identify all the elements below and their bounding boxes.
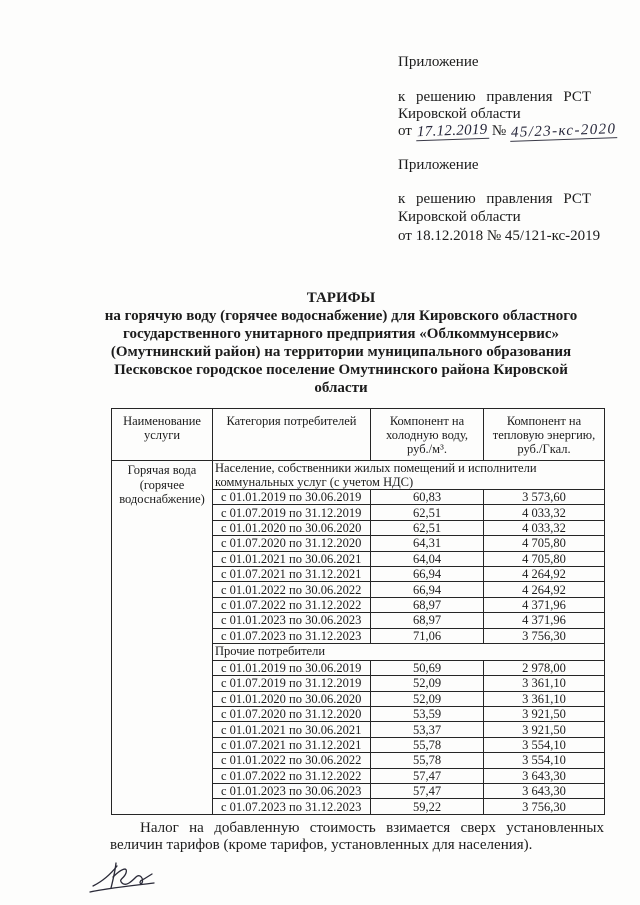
heat-energy-cell: 3 361,10 — [484, 691, 605, 706]
footnote-line: Налог на добавленную стоимость взимается сверх установленных — [140, 819, 604, 836]
cold-water-cell: 50,69 — [371, 660, 484, 675]
decision-number-sign: № — [491, 123, 507, 139]
category-row — [112, 461, 605, 490]
cold-water-cell: 53,37 — [371, 722, 484, 737]
period-cell: с 01.01.2023 по 30.06.2023 — [213, 613, 371, 628]
heat-energy-cell: 4 371,96 — [484, 613, 605, 628]
signature — [88, 858, 164, 894]
service-name-cell: Горячая вода (горячее водоснабжение) — [112, 461, 213, 815]
period-cell: с 01.01.2020 по 30.06.2020 — [213, 520, 371, 535]
cold-water-cell: 62,51 — [371, 505, 484, 520]
header-cold-water: Компонент на холодную воду, руб./м³. — [371, 409, 484, 461]
period-cell: с 01.07.2023 по 31.12.2023 — [213, 628, 371, 643]
cold-water-cell: 68,97 — [371, 613, 484, 628]
period-cell: с 01.07.2022 по 31.12.2022 — [213, 768, 371, 783]
cold-water-cell: 55,78 — [371, 737, 484, 752]
heat-energy-cell: 3 921,50 — [484, 722, 605, 737]
signature-stroke — [113, 869, 152, 884]
appendix-current-line1: к решению правления РСТ — [398, 89, 592, 105]
heat-energy-cell: 3 554,10 — [484, 737, 605, 752]
period-cell: с 01.01.2021 по 30.06.2021 — [213, 722, 371, 737]
vat-footnote — [110, 820, 604, 854]
heat-energy-cell: 4 033,32 — [484, 520, 605, 535]
cold-water-cell: 64,31 — [371, 536, 484, 551]
appendix-previous-line2: Кировской области — [398, 209, 521, 225]
cold-water-cell: 57,47 — [371, 784, 484, 799]
cold-water-cell: 59,22 — [371, 799, 484, 814]
cold-water-cell: 62,51 — [371, 520, 484, 535]
period-cell: с 01.07.2021 по 31.12.2021 — [213, 566, 371, 581]
heat-energy-cell: 4 371,96 — [484, 597, 605, 612]
header-heat-energy: Компонент на тепловую энергию, руб./Гкал. — [484, 409, 605, 461]
category-cell: Прочие потребители — [213, 643, 605, 660]
period-cell: с 01.01.2022 по 30.06.2022 — [213, 582, 371, 597]
cold-water-cell: 66,94 — [371, 582, 484, 597]
cold-water-cell: 52,09 — [371, 676, 484, 691]
appendix-previous-label: Приложение — [398, 157, 479, 173]
decision-prefix: от — [398, 123, 412, 139]
header-category: Категория потребителей — [213, 409, 371, 461]
appendix-current-line2: Кировской области — [398, 106, 521, 122]
document-title: ТАРИФЫ — [306, 290, 376, 306]
table-body — [112, 461, 605, 815]
heat-energy-cell: 4 264,92 — [484, 582, 605, 597]
cold-water-cell: 64,04 — [371, 551, 484, 566]
subtitle-line: государственного унитарного предприятия «Облкоммунсервис» — [123, 326, 559, 342]
period-cell: с 01.07.2019 по 31.12.2019 — [213, 676, 371, 691]
heat-energy-cell: 3 643,30 — [484, 768, 605, 783]
cold-water-cell: 66,94 — [371, 566, 484, 581]
heat-energy-cell: 3 554,10 — [484, 753, 605, 768]
subtitle-line: Песковское городское поселение Омутнинского района Кировской — [114, 362, 568, 378]
category-cell: Население, собственники жилых помещений и исполнители коммунальных услуг (с учетом НДС) — [213, 461, 605, 490]
table-header — [112, 409, 605, 461]
heat-energy-cell: 4 705,80 — [484, 551, 605, 566]
heat-energy-cell: 4 705,80 — [484, 536, 605, 551]
heat-energy-cell: 3 921,50 — [484, 707, 605, 722]
heat-energy-cell: 2 978,00 — [484, 660, 605, 675]
period-cell: с 01.07.2023 по 31.12.2023 — [213, 799, 371, 814]
period-cell: с 01.07.2019 по 31.12.2019 — [213, 505, 371, 520]
cold-water-cell: 60,83 — [371, 490, 484, 505]
subtitle-line: (Омутнинский район) на территории муниципального образования — [110, 344, 572, 360]
period-cell: с 01.01.2023 по 30.06.2023 — [213, 784, 371, 799]
subtitle-line: области — [314, 380, 368, 396]
period-cell: с 01.01.2021 по 30.06.2021 — [213, 551, 371, 566]
period-cell: с 01.07.2020 по 31.12.2020 — [213, 536, 371, 551]
appendix-current-label: Приложение — [398, 54, 479, 70]
subtitle-line: на горячую воду (горячее водоснабжение) для Кировского областного — [104, 308, 578, 324]
header-service: Наименование услуги — [112, 409, 213, 461]
heat-energy-cell: 3 573,60 — [484, 490, 605, 505]
handwritten-decision-number: 45/23-кс-2020 — [510, 121, 617, 141]
appendix-previous-line1: к решению правления РСТ — [398, 191, 592, 207]
period-cell: с 01.01.2019 по 30.06.2019 — [213, 660, 371, 675]
period-cell: с 01.07.2020 по 31.12.2020 — [213, 707, 371, 722]
signature-stroke — [90, 883, 154, 892]
cold-water-cell: 68,97 — [371, 597, 484, 612]
appendix-previous-line3: от 18.12.2018 № 45/121-кс-2019 — [398, 228, 601, 244]
cold-water-cell: 71,06 — [371, 628, 484, 643]
document-body — [0, 408, 640, 894]
heat-energy-cell: 4 264,92 — [484, 566, 605, 581]
period-cell: с 01.01.2020 по 30.06.2020 — [213, 691, 371, 706]
cold-water-cell: 57,47 — [371, 768, 484, 783]
footnote-line: величин тарифов (кроме тарифов, установленных для населения). — [110, 836, 533, 853]
cold-water-cell: 52,09 — [371, 691, 484, 706]
heat-energy-cell: 4 033,32 — [484, 505, 605, 520]
cold-water-cell: 53,59 — [371, 707, 484, 722]
period-cell: с 01.07.2022 по 31.12.2022 — [213, 597, 371, 612]
heat-energy-cell: 3 361,10 — [484, 676, 605, 691]
tariff-table — [111, 408, 605, 815]
period-cell: с 01.01.2022 по 30.06.2022 — [213, 753, 371, 768]
appendix-current-decision-line — [398, 122, 617, 140]
period-cell: с 01.01.2019 по 30.06.2019 — [213, 490, 371, 505]
heat-energy-cell: 3 756,30 — [484, 799, 605, 814]
heat-energy-cell: 3 756,30 — [484, 628, 605, 643]
heat-energy-cell: 3 643,30 — [484, 784, 605, 799]
header-row — [112, 409, 605, 461]
period-cell: с 01.07.2021 по 31.12.2021 — [213, 737, 371, 752]
cold-water-cell: 55,78 — [371, 753, 484, 768]
handwritten-decision-date: 17.12.2019 — [416, 121, 488, 141]
